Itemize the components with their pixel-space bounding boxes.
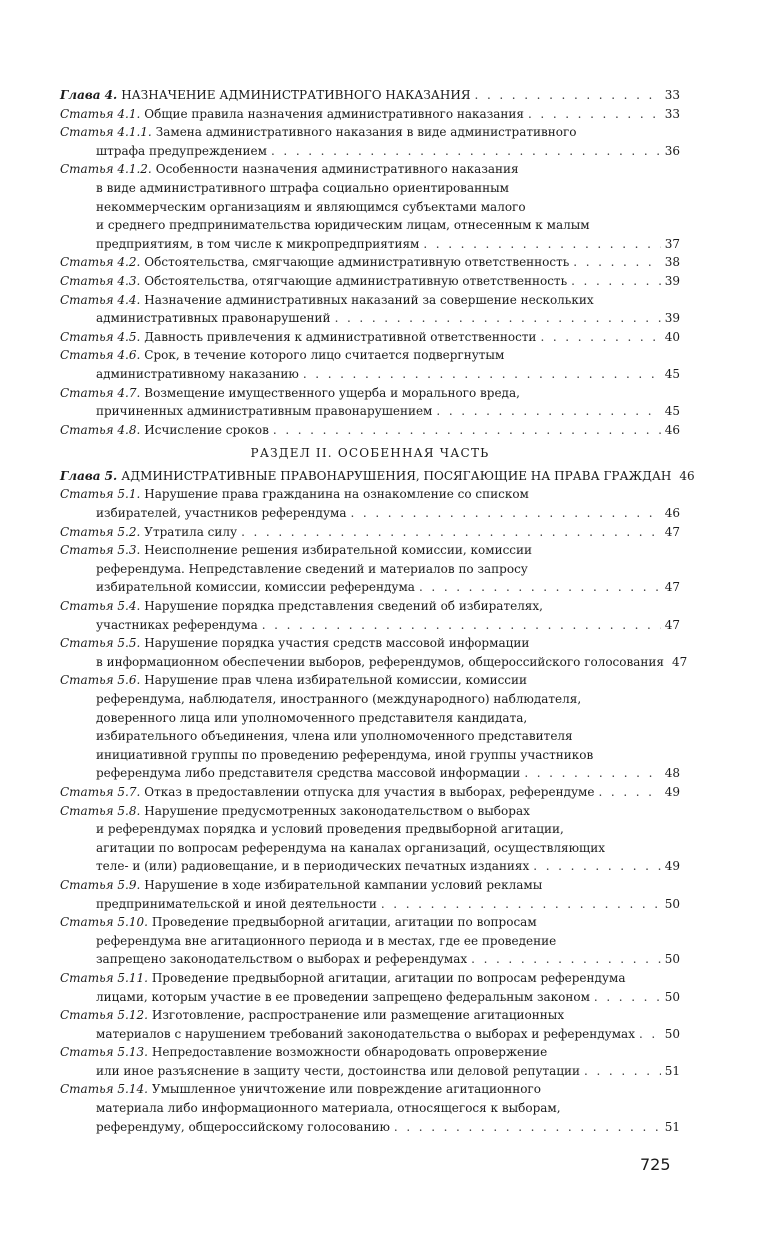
toc-entry-title: административному наказанию — [96, 366, 299, 381]
toc-line — [60, 1118, 680, 1137]
toc-entry[interactable] — [60, 105, 680, 124]
toc-entry[interactable] — [60, 272, 680, 291]
toc-entry-label: Статья 5.2. — [60, 524, 141, 539]
dot-leader — [423, 235, 660, 254]
toc-entry-page: 51 — [664, 1119, 680, 1134]
toc-line — [60, 969, 680, 988]
toc-entry-title: референдума либо представителя средства массовой информации — [96, 766, 521, 781]
toc-entry[interactable] — [60, 1080, 680, 1136]
toc-entry-title: референдума вне агитационного периода и в местах, где ее проведение — [96, 933, 557, 948]
toc-line — [60, 932, 680, 951]
toc-entry-title: запрещено законодательством о выборах и референдумах — [96, 952, 468, 967]
toc-entry-title: Непредоставление возможности обнародовать опровержение — [151, 1045, 548, 1060]
toc-line — [60, 1043, 680, 1062]
dot-leader — [573, 253, 660, 272]
toc-entry-title: причиненных административным правонарушением — [96, 404, 433, 419]
toc-entry[interactable] — [60, 634, 688, 671]
toc-entry[interactable] — [60, 467, 695, 486]
page-number: 725 — [640, 1155, 671, 1174]
toc-entry-page: 45 — [664, 366, 680, 381]
toc-entry-label: Глава 5. — [60, 468, 118, 483]
toc-entry-page: 46 — [679, 468, 695, 483]
toc-line — [60, 198, 680, 217]
toc-line — [60, 384, 680, 403]
toc-entry-title: Исчисление сроков — [144, 422, 269, 437]
toc-entry[interactable] — [60, 1043, 680, 1080]
toc-entry-page: 47 — [671, 654, 688, 669]
toc-entry[interactable] — [60, 541, 680, 597]
toc-entry-page: 47 — [664, 580, 680, 595]
toc-entry-title: материала либо информационного материала, относящегося к выборам, — [96, 1101, 561, 1116]
toc-line — [60, 709, 680, 728]
toc-entry-page: 33 — [664, 106, 680, 121]
toc-line — [60, 123, 680, 142]
toc-line — [60, 142, 680, 161]
toc-entry[interactable] — [60, 421, 680, 440]
toc-entry-title: предприятиям, в том числе к микропредприятиям — [96, 236, 420, 251]
dot-leader — [533, 857, 660, 876]
toc-entry-title: Общие правила назначения административного наказания — [144, 106, 524, 121]
toc-entry-label: Статья 5.13. — [60, 1045, 148, 1060]
toc-line — [60, 253, 680, 272]
toc-line — [60, 560, 680, 579]
dot-leader — [528, 105, 661, 124]
toc-line — [60, 671, 680, 690]
toc-line — [60, 1006, 680, 1025]
dot-leader — [394, 1118, 661, 1137]
toc-entry-title: Замена административного наказания в виде административного — [155, 125, 577, 140]
toc-entry[interactable] — [60, 291, 680, 328]
toc-line — [60, 950, 680, 969]
toc-entry-title: участниках референдума — [96, 617, 258, 632]
toc-entry-title: предпринимательской и иной деятельности — [96, 896, 377, 911]
toc-entry-title: Назначение административных наказаний за совершение нескольких — [144, 292, 594, 307]
toc-entry[interactable] — [60, 783, 680, 802]
toc-entry-title: инициативной группы по проведению референдума, иной группы участников — [96, 747, 594, 762]
toc-entry-label: Статья 4.3. — [60, 273, 141, 288]
toc-entry-page: 40 — [664, 329, 680, 344]
toc-entry-title: АДМИНИСТРАТИВНЫЕ ПРАВОНАРУШЕНИЯ, ПОСЯГАЮЩИЕ НА ПРАВА ГРАЖДАН — [121, 468, 672, 483]
toc-entry-label: Статья 5.11. — [60, 970, 148, 985]
toc-line — [60, 160, 680, 179]
toc-entry-title: Обстоятельства, смягчающие административную ответственность — [144, 255, 570, 270]
toc-entry-title: Утратила силу — [144, 524, 238, 539]
toc-entry[interactable] — [60, 913, 680, 969]
toc-line — [60, 523, 680, 542]
toc-entry-title: Умышленное уничтожение или повреждение агитационного — [151, 1082, 541, 1097]
toc-line — [60, 597, 680, 616]
toc-entry-label: Статья 4.5. — [60, 329, 141, 344]
toc-entry-label: Статья 4.2. — [60, 255, 141, 270]
toc-entry-title: Нарушение прав члена избирательной комиссии, комиссии — [144, 673, 528, 688]
toc-entry-title: теле- и (или) радиовещание, и в периодических печатных изданиях — [96, 859, 530, 874]
toc-entry-title: референдума, наблюдателя, иностранного (международного) наблюдателя, — [96, 692, 582, 706]
dot-leader — [540, 328, 660, 347]
toc-group-chapter-5 — [60, 467, 695, 1136]
dot-leader — [335, 309, 661, 328]
toc-line — [60, 328, 680, 347]
toc-line — [60, 504, 680, 523]
toc-line — [60, 895, 680, 914]
toc-line — [60, 876, 680, 895]
toc-entry-title: Давность привлечения к административной ответственности — [144, 329, 537, 344]
dot-leader — [351, 504, 661, 523]
toc-line — [60, 634, 680, 653]
toc-line — [60, 86, 680, 105]
toc-entry-label: Статья 5.14. — [60, 1082, 148, 1097]
toc-entry-page: 33 — [664, 88, 680, 102]
toc-entry-label: Статья 4.1. — [60, 106, 141, 121]
toc-line — [60, 485, 680, 504]
toc-entry-title: Проведение предвыборной агитации, агитации по вопросам референдума — [151, 970, 626, 985]
dot-leader — [584, 1062, 661, 1081]
toc-line — [60, 309, 680, 328]
toc-entry-title: Нарушение права гражданина на ознакомление со списком — [144, 487, 529, 502]
toc-line — [60, 820, 680, 839]
toc-entry-page: 46 — [664, 422, 680, 437]
toc-entry-title: Срок, в течение которого лицо считается подвергнутым — [144, 348, 505, 363]
toc-group-chapter-4 — [60, 86, 680, 439]
toc-entry-title: Нарушение порядка участия средств массовой информации — [144, 636, 530, 651]
toc-entry-title: или иное разъяснение в защиту чести, достоинства или деловой репутации — [96, 1063, 581, 1078]
toc-entry-label: Статья 4.1.1. — [60, 125, 152, 140]
section-heading: РАЗДЕЛ II. ОСОБЕННАЯ ЧАСТЬ — [250, 446, 490, 461]
toc-entry-label: Статья 5.3. — [60, 543, 141, 558]
toc-entry-title: агитации по вопросам референдума на каналах организаций, осуществляющих — [96, 840, 605, 855]
toc-entry-label: Статья 4.6. — [60, 348, 141, 363]
toc-entry-title: Нарушение в ходе избирательной кампании условий рекламы — [144, 877, 543, 892]
toc-entry-title: Обстоятельства, отягчающие административную ответственность — [144, 273, 568, 288]
dot-leader — [436, 402, 660, 421]
toc-entry-title: в виде административного штрафа социально ориентированным — [96, 180, 509, 195]
table-of-contents — [60, 86, 695, 1136]
toc-line — [60, 913, 680, 932]
toc-entry-label: Статья 5.1. — [60, 487, 141, 502]
toc-entry-title: Особенности назначения административного наказания — [155, 162, 519, 177]
toc-line — [60, 802, 680, 821]
toc-entry-title: доверенного лица или уполномоченного представителя кандидата, — [96, 710, 528, 725]
toc-entry-page: 47 — [664, 617, 680, 632]
toc-entry-page: 47 — [664, 524, 680, 539]
toc-entry-title: Возмещение имущественного ущерба и морального вреда, — [144, 385, 520, 400]
toc-entry-page: 45 — [664, 404, 680, 419]
toc-line — [60, 541, 680, 560]
dot-leader — [271, 142, 661, 161]
toc-line — [60, 727, 680, 746]
toc-line — [60, 1025, 680, 1044]
toc-entry-page: 50 — [664, 896, 680, 911]
toc-entry-page: 39 — [664, 273, 680, 288]
toc-entry-title: лицами, которым участие в ее проведении запрещено федеральным законом — [96, 989, 590, 1004]
dot-leader — [471, 950, 661, 969]
dot-leader — [419, 578, 661, 597]
toc-entry[interactable] — [60, 253, 680, 272]
toc-line — [60, 1080, 680, 1099]
toc-entry-page: 36 — [664, 143, 680, 158]
toc-entry-title: материалов с нарушением требований законодательства о выборах и референдумах — [96, 1026, 635, 1041]
toc-entry-page: 50 — [664, 952, 680, 967]
toc-entry-label: Статья 4.7. — [60, 385, 141, 400]
toc-entry[interactable] — [60, 384, 680, 421]
toc-line — [60, 216, 680, 235]
toc-entry[interactable] — [60, 160, 680, 253]
toc-entry-label: Статья 5.7. — [60, 784, 141, 799]
toc-line — [60, 105, 680, 124]
toc-line — [60, 690, 680, 709]
toc-entry-title: НАЗНАЧЕНИЕ АДМИНИСТРАТИВНОГО НАКАЗАНИЯ — [121, 88, 471, 102]
toc-entry-page: 50 — [664, 1026, 680, 1041]
toc-entry-label: Статья 4.4. — [60, 292, 141, 307]
toc-entry-title: референдума. Непредставление сведений и материалов по запросу — [96, 561, 528, 576]
toc-line — [60, 988, 680, 1007]
toc-entry-label: Статья 5.8. — [60, 803, 141, 818]
toc-entry[interactable] — [60, 1006, 680, 1043]
toc-entry-title: Нарушение порядка представления сведений об избирателях, — [144, 599, 543, 614]
toc-entry-page: 37 — [664, 236, 680, 251]
dot-leader — [524, 764, 660, 783]
toc-entry-title: в информационном обеспечении выборов, референдумов, общероссийского голосования — [96, 654, 664, 669]
toc-line — [60, 346, 680, 365]
toc-entry-page: 49 — [664, 784, 680, 799]
toc-line — [60, 653, 688, 672]
dot-leader — [303, 365, 661, 384]
toc-entry-title: Нарушение предусмотренных законодательством о выборах — [144, 803, 530, 818]
toc-entry-label: Статья 5.4. — [60, 599, 141, 614]
toc-entry-page: 48 — [664, 766, 680, 781]
dot-leader — [571, 272, 661, 291]
toc-entry-title: некоммерческим организациям и являющимся субъектами малого — [96, 199, 526, 214]
toc-entry-page: 38 — [664, 255, 680, 270]
toc-entry[interactable] — [60, 523, 680, 542]
toc-entry-title: Неисполнение решения избирательной комиссии, комиссии — [144, 543, 533, 558]
toc-entry-title: Проведение предвыборной агитации, агитации по вопросам — [151, 915, 537, 930]
toc-entry[interactable] — [60, 597, 680, 634]
toc-line — [60, 467, 695, 486]
toc-line — [60, 421, 680, 440]
toc-entry[interactable] — [60, 671, 680, 783]
toc-entry[interactable] — [60, 485, 680, 522]
toc-entry[interactable] — [60, 969, 680, 1006]
toc-line — [60, 402, 680, 421]
toc-line — [60, 616, 680, 635]
toc-line — [60, 764, 680, 783]
dot-leader — [241, 523, 661, 542]
toc-entry-page: 51 — [664, 1063, 680, 1078]
toc-entry-page: 39 — [664, 311, 680, 326]
toc-entry-label: Статья 5.10. — [60, 915, 148, 930]
toc-entry[interactable] — [60, 346, 680, 383]
toc-entry-label: Статья 5.9. — [60, 877, 141, 892]
toc-entry-title: Отказ в предоставлении отпуска для участия в выборах, референдуме — [144, 784, 595, 799]
dot-leader — [639, 1025, 661, 1044]
dot-leader — [262, 616, 661, 635]
toc-entry-page: 49 — [664, 859, 680, 874]
toc-entry[interactable] — [60, 802, 680, 876]
toc-entry-title: штрафа предупреждением — [96, 143, 267, 158]
toc-line — [60, 857, 680, 876]
toc-entry-title: избирателей, участников референдума — [96, 506, 347, 521]
toc-line — [60, 1099, 680, 1118]
toc-entry-title: и среднего предпринимательства юридическим лицам, отнесенным к малым — [96, 218, 590, 233]
dot-leader — [381, 895, 661, 914]
toc-entry-label: Статья 5.12. — [60, 1008, 148, 1023]
toc-entry[interactable] — [60, 86, 680, 105]
dot-leader — [475, 86, 661, 105]
dot-leader — [598, 783, 660, 802]
toc-entry[interactable] — [60, 876, 680, 913]
toc-entry-title: административных правонарушений — [96, 311, 331, 326]
toc-entry-page: 46 — [664, 506, 680, 521]
toc-line — [60, 291, 680, 310]
toc-entry-title: Изготовление, распространение или размещение агитационных — [151, 1008, 565, 1023]
toc-entry-label: Статья 5.5. — [60, 636, 141, 651]
toc-line — [60, 1062, 680, 1081]
toc-line — [60, 179, 680, 198]
toc-entry-title: избирательной комиссии, комиссии референдума — [96, 580, 415, 595]
toc-entry-label: Статья 4.8. — [60, 422, 141, 437]
toc-entry-label: Статья 5.6. — [60, 673, 141, 688]
toc-entry-title: избирательного объединения, члена или уполномоченного представителя — [96, 729, 573, 744]
dot-leader — [594, 988, 661, 1007]
toc-line — [60, 365, 680, 384]
toc-line — [60, 235, 680, 254]
toc-line — [60, 746, 680, 765]
toc-entry[interactable] — [60, 123, 680, 160]
toc-entry-title: референдуму, общероссийскому голосованию — [96, 1119, 390, 1134]
toc-line — [60, 783, 680, 802]
toc-entry-label: Глава 4. — [60, 88, 118, 102]
toc-line — [60, 839, 680, 858]
dot-leader — [273, 421, 661, 440]
toc-line — [60, 578, 680, 597]
toc-entry-page: 50 — [664, 989, 680, 1004]
toc-line — [60, 272, 680, 291]
toc-entry-title: и референдумах порядка и условий проведения предвыборной агитации, — [96, 822, 564, 837]
toc-entry[interactable] — [60, 328, 680, 347]
toc-entry-label: Статья 4.1.2. — [60, 162, 152, 177]
